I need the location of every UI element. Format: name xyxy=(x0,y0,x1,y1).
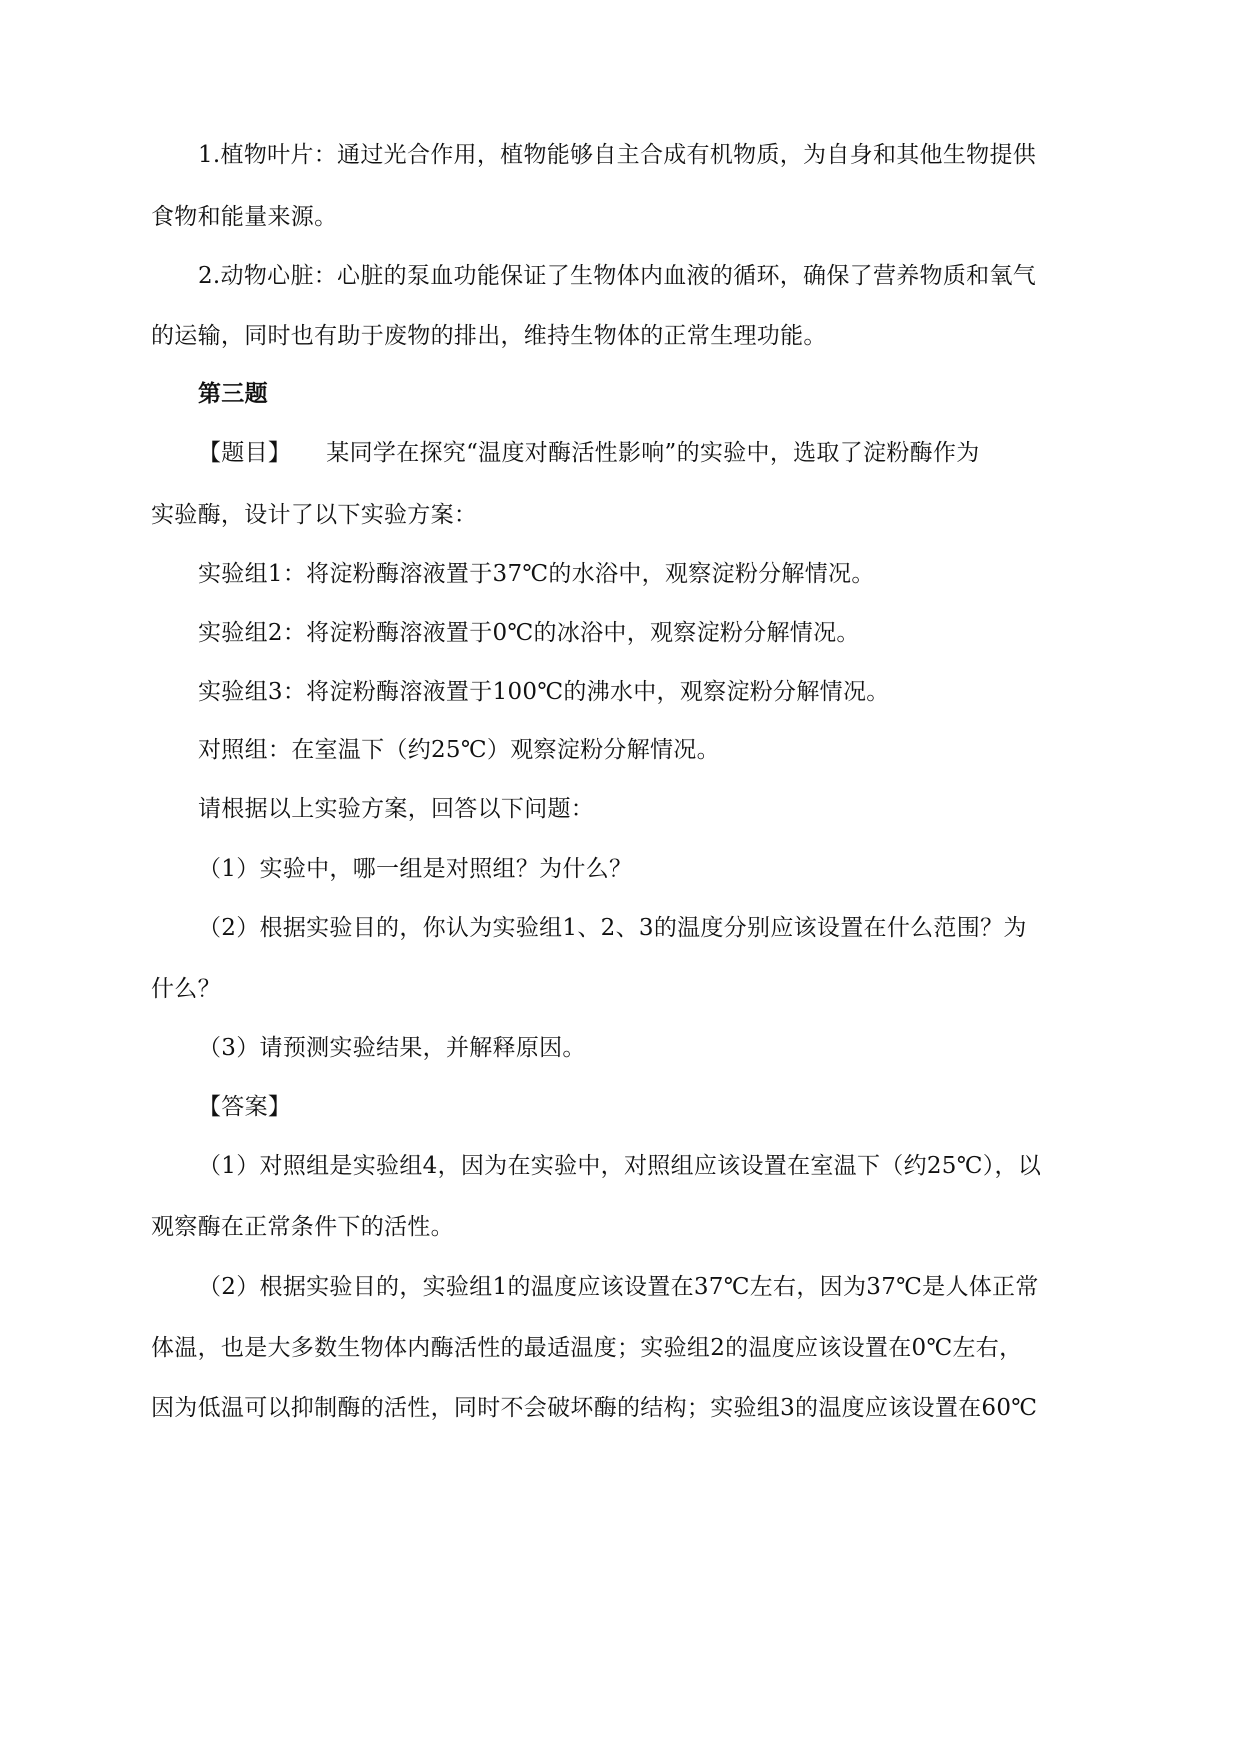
answer-2: （2）根据实验目的，实验组1的温度应该设置在37℃左右，因为37℃是人体正常 xyxy=(198,1274,1039,1300)
paragraph-line: 食物和能量来源。 xyxy=(151,204,338,230)
answer-heading: 【答案】 xyxy=(198,1094,292,1120)
question-2: （2）根据实验目的，你认为实验组1、2、3的温度分别应该设置在什么范围？为 xyxy=(198,915,1027,941)
experiment-group-3: 实验组3：将淀粉酶溶液置于100℃的沸水中，观察淀粉分解情况。 xyxy=(198,679,890,705)
experiment-group-2: 实验组2：将淀粉酶溶液置于0℃的冰浴中，观察淀粉分解情况。 xyxy=(198,620,860,646)
paragraph-line: 1.植物叶片：通过光合作用，植物能够自主合成有机物质，为自身和其他生物提供 xyxy=(198,142,1037,168)
question-title-line: 【题目】 某同学在探究“温度对酶活性影响”的实验中，选取了淀粉酶作为 xyxy=(198,440,980,466)
answer-2-cont: 体温，也是大多数生物体内酶活性的最适温度；实验组2的温度应该设置在0℃左右， xyxy=(151,1335,1023,1361)
question-1: （1）实验中，哪一组是对照组？为什么？ xyxy=(198,856,633,882)
control-group: 对照组：在室温下（约25℃）观察淀粉分解情况。 xyxy=(198,737,720,763)
answer-2-cont: 因为低温可以抑制酶的活性，同时不会破坏酶的结构；实验组3的温度应该设置在60℃ xyxy=(151,1395,1038,1421)
experiment-group-1: 实验组1：将淀粉酶溶液置于37℃的水浴中，观察淀粉分解情况。 xyxy=(198,561,875,587)
section-heading: 第三题 xyxy=(198,380,268,407)
answer-1-cont: 观察酶在正常条件下的活性。 xyxy=(151,1214,454,1240)
question-3: （3）请预测实验结果，并解释原因。 xyxy=(198,1035,586,1061)
instruction-line: 请根据以上实验方案，回答以下问题： xyxy=(198,796,595,822)
answer-1: （1）对照组是实验组4，因为在实验中，对照组应该设置在室温下（约25℃），以 xyxy=(198,1153,1042,1179)
paragraph-line: 的运输，同时也有助于废物的排出，维持生物体的正常生理功能。 xyxy=(151,323,827,349)
paragraph-line: 实验酶，设计了以下实验方案： xyxy=(151,502,478,528)
question-2-cont: 什么？ xyxy=(151,976,221,1002)
paragraph-line: 2.动物心脏：心脏的泵血功能保证了生物体内血液的循环，确保了营养物质和氧气 xyxy=(198,263,1037,289)
